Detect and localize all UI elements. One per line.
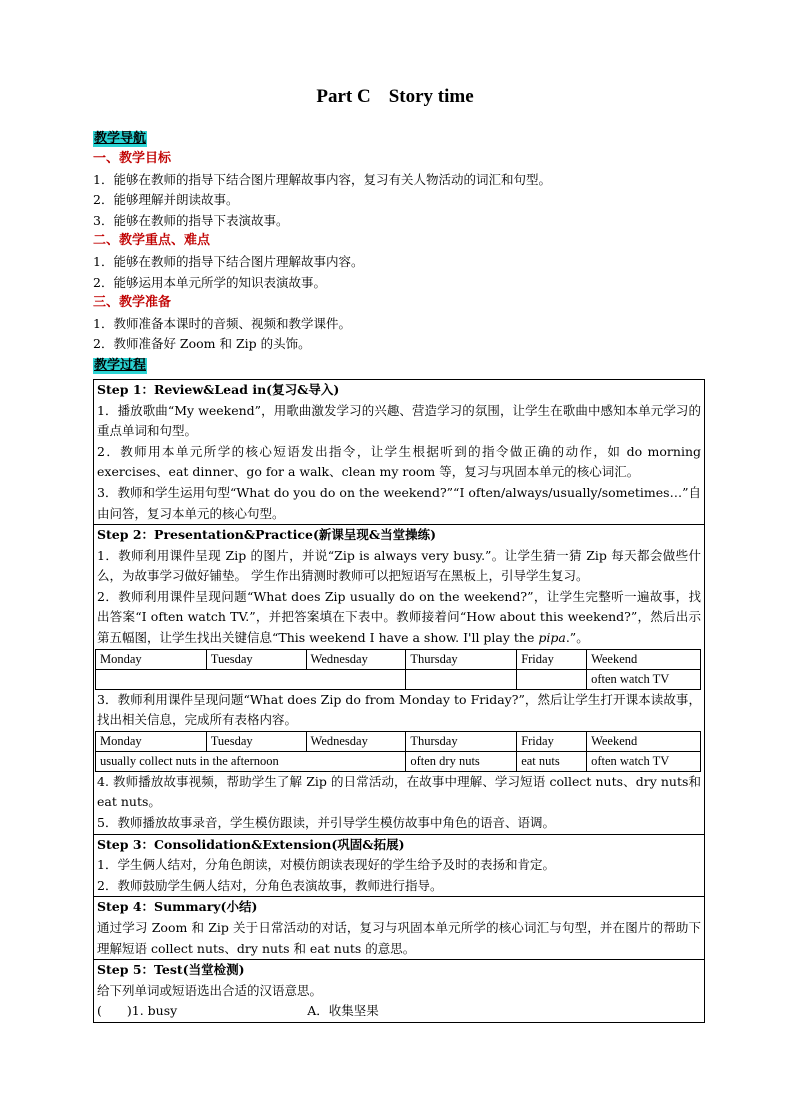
table-header-cell: Wednesday xyxy=(306,649,406,669)
step-1-paragraph: 2．教师用本单元所学的核心短语发出指令，让学生根据听到的指令做正确的动作，如 do morning exercises、eat dinner、go for a walk、clean my room 等，复习与巩固本单元的核心词汇。 xyxy=(97,443,701,480)
key-point-item: 2．能够运用本单元所学的知识表演故事。 xyxy=(93,274,326,290)
objective-item: 1．能够在教师的指导下结合图片理解故事内容，复习有关人物活动的词汇和句型。 xyxy=(93,171,551,187)
preparation-item: 2．教师准备好 Zoom 和 Zip 的头饰。 xyxy=(93,336,311,352)
step-1 xyxy=(94,380,704,525)
step-2-p2-end: .”。 xyxy=(565,630,589,646)
nav-label: 教学导航 xyxy=(94,131,147,146)
table-cell: usually collect nuts in the afternoon xyxy=(96,751,406,771)
step-2-p2-text: 2．教师利用课件呈现问题“What does Zip usually do on the weekend?”，让学生完整听一遍故事，找出答案“I often watch TV.”，并把答案填在下表中。教师接着问“How about this weekend?”，然后出示第五幅图，让学生找出关键信息“This weekend I have a show. I'll play the xyxy=(97,588,701,646)
test-instruction: 给下列单词或短语选出合适的汉语意思。 xyxy=(97,982,323,998)
process-label: 教学过程 xyxy=(94,357,147,373)
process-table xyxy=(93,379,705,1023)
table-header-cell: Tuesday xyxy=(206,731,306,751)
objective-item: 2．能够理解并朗读故事。 xyxy=(93,192,239,208)
page-title xyxy=(0,86,790,108)
title-part: Part C xyxy=(316,86,371,107)
schedule-table-2 xyxy=(95,731,701,772)
step-2-paragraph: 4. 教师播放故事视频，帮助学生了解 Zip 的日常活动，在故事中理解、学习短语 collect nuts、dry nuts和 eat nuts。 xyxy=(97,773,701,810)
lesson-content xyxy=(93,128,705,1023)
preparation-heading: 三、教学准备 xyxy=(93,295,172,311)
step-2-paragraph: 1．教师利用课件呈现 Zip 的图片，并说“Zip is always very busy.”。让学生猜一猜 Zip 每天都会做些什么，为故事学习做好铺垫。 学生作出猜测时教师可以把短语写在黑板上，引导学生复习。 xyxy=(97,547,701,584)
table-row xyxy=(96,751,701,771)
step-2-paragraph: 3．教师利用课件呈现问题“What does Zip do from Monday to Friday?”，然后让学生打开课本读故事，找出相关信息，完成所有表格内容。 xyxy=(97,691,701,728)
step-3-heading: Step 3：Consolidation&Extension(巩固&拓展) xyxy=(97,836,405,852)
preparation-item: 1．教师准备本课时的音频、视频和教学课件。 xyxy=(93,315,351,331)
table-header-cell: Tuesday xyxy=(206,649,306,669)
step-2-paragraph xyxy=(97,587,701,649)
step-5 xyxy=(94,960,704,1022)
table-header-cell: Monday xyxy=(96,649,207,669)
table-header-cell: Thursday xyxy=(406,649,517,669)
step-5-heading: Step 5：Test(当堂检测) xyxy=(97,962,245,978)
schedule-table-1 xyxy=(95,649,701,690)
table-header-cell: Friday xyxy=(517,649,587,669)
test-question-text: ( )1. busy xyxy=(97,1003,178,1019)
table-header-cell: Weekend xyxy=(587,731,701,751)
title-name: Story time xyxy=(388,86,474,107)
step-2 xyxy=(94,525,704,835)
pipa-word: pipa xyxy=(538,630,566,646)
table-header-cell: Thursday xyxy=(406,731,517,751)
step-3 xyxy=(94,835,704,898)
table-cell-empty xyxy=(96,669,406,689)
step-2-heading: Step 2：Presentation&Practice(新课呈现&当堂操练) xyxy=(97,527,437,543)
step-3-paragraph: 1．学生俩人结对，分角色朗读，对模仿朗读表现好的学生给予及时的表扬和肯定。 xyxy=(97,857,555,873)
test-question xyxy=(97,1001,701,1022)
objective-item: 3．能够在教师的指导下表演故事。 xyxy=(93,212,289,228)
step-3-paragraph: 2．教师鼓励学生俩人结对，分角色表演故事，教师进行指导。 xyxy=(97,877,443,893)
table-cell-empty xyxy=(406,669,517,689)
objectives-heading: 一、教学目标 xyxy=(93,151,172,166)
key-point-item: 1．能够在教师的指导下结合图片理解故事内容。 xyxy=(93,253,364,269)
step-4-paragraph: 通过学习 Zoom 和 Zip 关于日常活动的对话，复习与巩固本单元所学的核心词汇与句型，并在图片的帮助下理解短语 collect nuts、dry nuts 和 eat nuts 的意思。 xyxy=(97,920,701,956)
table-header-cell: Friday xyxy=(517,731,587,751)
table-header-cell: Monday xyxy=(96,731,207,751)
table-header-cell: Weekend xyxy=(587,649,701,669)
table-cell: often dry nuts xyxy=(406,751,517,771)
step-1-paragraph: 3．教师和学生运用句型“What do you do on the weekend?”“I often/always/usually/sometimes…”自由问答，复习本单元的核心句型。 xyxy=(97,484,701,521)
table-cell: eat nuts xyxy=(517,751,587,771)
step-4 xyxy=(94,897,704,960)
step-1-heading: Step 1：Review&Lead in(复习&导入) xyxy=(97,381,340,397)
step-2-paragraph: 5．教师播放故事录音，学生模仿跟读，并引导学生模仿故事中角色的语音、语调。 xyxy=(97,815,555,831)
test-option: A．收集坚果 xyxy=(307,1003,379,1019)
step-1-paragraph: 1．播放歌曲“My weekend”，用歌曲激发学习的兴趣、营造学习的氛围，让学生在歌曲中感知本单元学习的重点单词和句型。 xyxy=(97,402,701,439)
table-cell-empty xyxy=(517,669,587,689)
step-4-heading: Step 4：Summary(小结) xyxy=(97,899,258,915)
table-cell: often watch TV xyxy=(587,751,701,771)
table-cell: often watch TV xyxy=(587,669,701,689)
key-points-heading: 二、教学重点、难点 xyxy=(93,233,211,249)
table-header-cell: Wednesday xyxy=(306,731,406,751)
table-row xyxy=(96,731,701,751)
table-row xyxy=(96,669,701,689)
table-row xyxy=(96,649,701,669)
